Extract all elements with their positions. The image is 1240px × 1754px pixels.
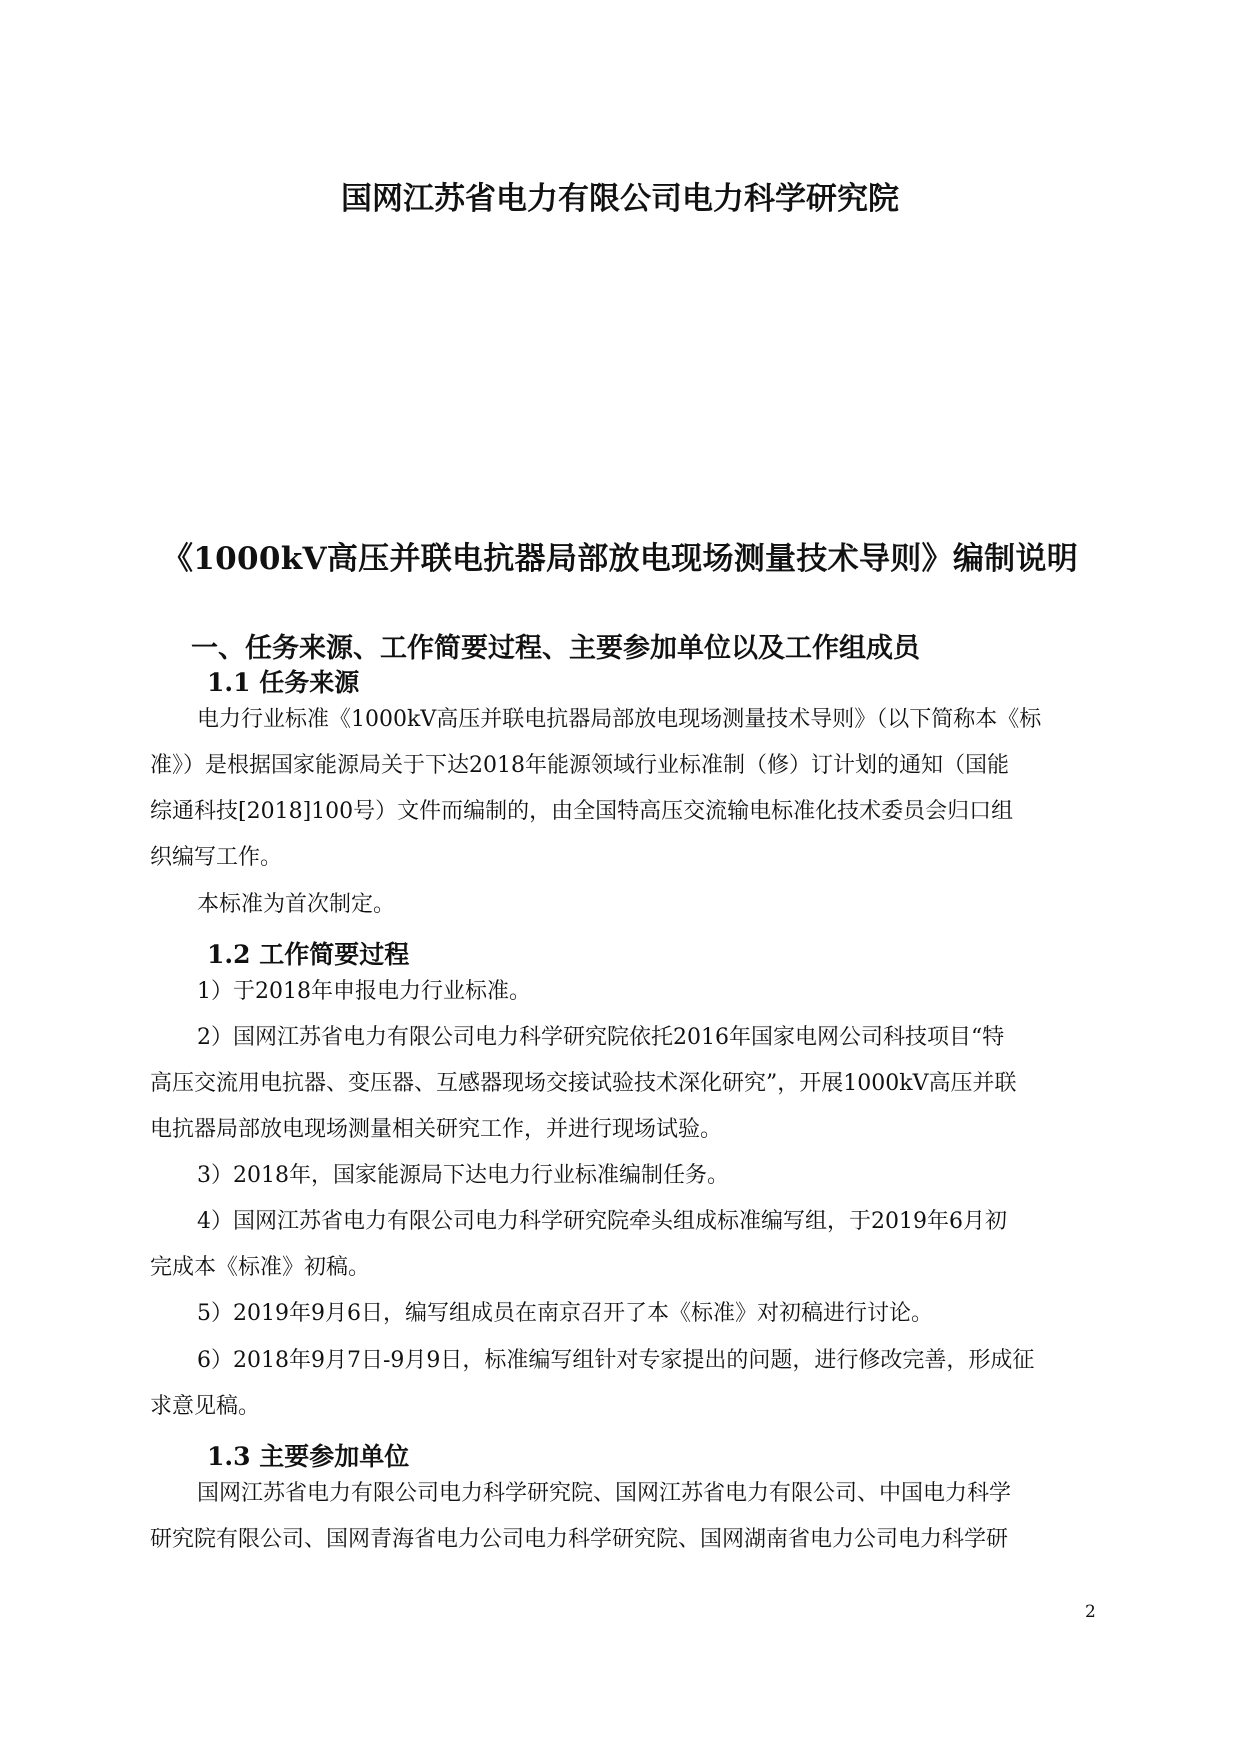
list-item-line: 电抗器局部放电现场测量相关研究工作，并进行现场试验。 — [150, 1117, 723, 1142]
section-heading-1-2: 1.2 工作简要过程 — [207, 940, 410, 969]
section-heading-1: 一、任务来源、工作简要过程、主要参加单位以及工作组成员 — [191, 633, 920, 664]
section-heading-1-1: 1.1 任务来源 — [207, 668, 360, 697]
page-number: 2 — [1085, 1602, 1096, 1622]
paragraph-line: 准》）是根据国家能源局关于下达2018年能源领域行业标准制（修）订计划的通知（国能 — [150, 753, 1009, 778]
list-item-line: 完成本《标准》初稿。 — [150, 1255, 371, 1280]
institution-name: 国网江苏省电力有限公司电力科学研究院 — [341, 181, 899, 217]
paragraph-line: 综通科技[2018]100号）文件而编制的，由全国特高压交流输电标准化技术委员会归口组 — [150, 799, 1014, 824]
document-title: 《1000kV高压并联电抗器局部放电现场测量技术导则》编制说明 — [161, 541, 1079, 577]
paragraph-line: 国网江苏省电力有限公司电力科学研究院、国网江苏省电力有限公司、中国电力科学 — [197, 1481, 1012, 1506]
list-item: 6）2018年9月7日-9月9日，标准编写组针对专家提出的问题，进行修改完善，形成征 — [197, 1348, 1035, 1373]
section-heading-1-3: 1.3 主要参加单位 — [207, 1442, 410, 1471]
list-item: 3）2018年，国家能源局下达电力行业标准编制任务。 — [197, 1163, 729, 1188]
list-item: 4）国网江苏省电力有限公司电力科学研究院牵头组成标准编写组，于2019年6月初 — [197, 1209, 1007, 1234]
paragraph-line: 织编写工作。 — [150, 845, 283, 870]
paragraph-line: 研究院有限公司、国网青海省电力公司电力科学研究院、国网湖南省电力公司电力科学研 — [150, 1527, 1009, 1552]
paragraph-line: 本标准为首次制定。 — [197, 892, 396, 917]
list-item-line: 高压交流用电抗器、变压器、互感器现场交接试验技术深化研究”，开展1000kV高压并联 — [150, 1071, 1017, 1096]
list-item-line: 求意见稿。 — [150, 1394, 261, 1419]
list-item: 5）2019年9月6日，编写组成员在南京召开了本《标准》对初稿进行讨论。 — [197, 1301, 933, 1326]
list-item: 2）国网江苏省电力有限公司电力科学研究院依托2016年国家电网公司科技项目“特 — [197, 1025, 1005, 1050]
paragraph-line: 电力行业标准《1000kV高压并联电抗器局部放电现场测量技术导则》（以下简称本《标 — [197, 707, 1042, 732]
list-item: 1）于2018年申报电力行业标准。 — [197, 979, 531, 1004]
